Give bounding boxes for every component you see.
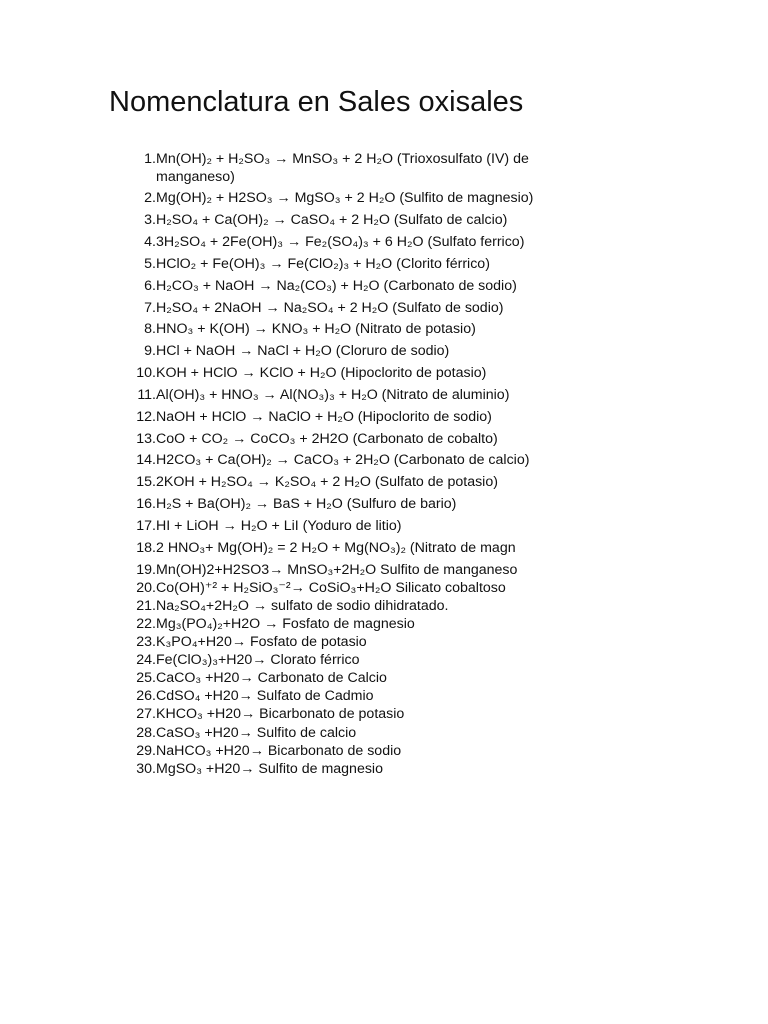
item-number: 10. [136,365,156,382]
item-text: CaSO₃ +H20→ Sulfito de calcio [156,724,357,741]
list-item [116,670,596,688]
item-number: 16. [136,496,156,513]
list-item [116,652,596,670]
list-item [116,761,596,779]
item-text: H₂SO₄ + Ca(OH)₂ → CaSO₄ + 2 H₂O (Sulfato de calcio) [156,212,508,229]
item-text: KOH + HClO → KClO + H₂O (Hipoclorito de potasio) [156,365,487,382]
item-text: K₃PO₄+H20→ Fosfato de potasio [156,634,367,651]
item-number: 25. [136,670,156,687]
list-item [116,256,596,274]
item-number: 28. [136,724,156,741]
item-text: 3H₂SO₄ + 2Fe(OH)₃ → Fe₂(SO₄)₃ + 6 H₂O (Sulfato ferrico) [156,234,525,251]
list-item [116,278,596,296]
item-text: NaOH + HClO → NaClO + H₂O (Hipoclorito de sodio) [156,408,492,425]
item-text: MgSO₃ +H20→ Sulfito de magnesio [156,760,383,777]
item-number: 22. [136,615,156,632]
item-number: 1. [144,151,156,167]
item-number: 2. [144,190,156,207]
item-number: 11. [137,386,156,403]
item-number: 20. [136,579,156,596]
item-number: 9. [144,343,156,360]
list-item [116,343,596,361]
item-text: KHCO₃ +H20→ Bicarbonato de potasio [156,706,405,723]
list-item [116,598,596,616]
item-number: 6. [144,277,156,294]
item-number: 3. [144,212,156,229]
item-number: 30. [136,760,156,777]
item-number: 21. [136,597,156,614]
item-number: 13. [136,430,156,447]
item-number: 18. [136,539,156,556]
item-text: H₂CO₃ + NaOH → Na₂(CO₃) + H₂O (Carbonato de sodio) [156,277,517,294]
list-item [116,688,596,706]
item-number: 15. [136,474,156,491]
item-text: 2 HNO₃+ Mg(OH)₂ = 2 H₂O + Mg(NO₃)₂ (Nitrato de magn [156,539,516,556]
item-text: HCl + NaOH → NaCl + H₂O (Cloruro de sodio) [156,343,450,360]
item-number: 7. [144,299,156,316]
item-text: 2KOH + H₂SO₄ → K₂SO₄ + 2 H₂O (Sulfato de potasio) [156,474,498,491]
item-text: Co(OH)⁺² + H₂SiO₃⁻²→ CoSiO₃+H₂O Silicato cobaltoso [156,579,506,596]
list-item [116,706,596,724]
list-item [116,634,596,652]
page-title: Nomenclatura en Sales oxisales [109,86,524,118]
item-number: 19. [136,561,156,578]
item-number: 5. [144,255,156,272]
item-text: Mn(OH)₂ + H₂SO₃ → MnSO₃ + 2 H₂O (Trioxosulfato (IV) de manganeso) [156,151,529,185]
item-number: 24. [136,652,156,669]
list-item [116,234,596,252]
list-item [116,616,596,634]
list-item [116,540,596,558]
item-text: Al(OH)₃ + HNO₃ → Al(NO₃)₃ + H₂O (Nitrato de aluminio) [156,386,510,403]
item-text: H₂S + Ba(OH)₂ → BaS + H₂O (Sulfuro de bario) [156,496,457,513]
item-text: Mg(OH)₂ + H2SO₃ → MgSO₃ + 2 H₂O (Sulfito de magnesio) [156,190,534,207]
list-item [116,212,596,230]
item-number: 12. [136,408,156,425]
list-item [116,151,596,186]
item-number: 4. [144,234,156,251]
item-number: 29. [136,742,156,759]
list-item [116,452,596,470]
list-item [116,321,596,339]
item-number: 23. [136,634,156,651]
list-item [116,580,596,598]
item-text: NaHCO₃ +H20→ Bicarbonato de sodio [156,742,402,759]
item-text: CdSO₄ +H20→ Sulfato de Cadmio [156,688,374,705]
item-text: H2CO₃ + Ca(OH)₂ → CaCO₃ + 2H₂O (Carbonato de calcio) [156,452,530,469]
item-text: HClO₂ + Fe(OH)₃ → Fe(ClO₂)₃ + H₂O (Clorito férrico) [156,255,490,272]
item-text: Mn(OH)2+H2SO3→ MnSO₃+2H₂O Sulfito de manganeso [156,561,518,578]
list-item [116,743,596,761]
list-item [116,431,596,449]
item-text: Mg₃(PO₄)₂+H2O → Fosfato de magnesio [156,615,415,632]
item-number: 26. [136,688,156,705]
list-item [116,190,596,208]
list-item [116,300,596,318]
item-number: 27. [136,706,156,723]
list-item [116,496,596,514]
list-item [116,562,596,580]
item-text: H₂SO₄ + 2NaOH → Na₂SO₄ + 2 H₂O (Sulfato de sodio) [156,299,504,316]
item-number: 17. [136,518,156,534]
list-item [116,409,596,427]
list-item [116,474,596,492]
item-text: HI + LiOH → H₂O + LiI (Yoduro de litio) [156,518,402,534]
item-text: CoO + CO₂ → CoCO₃ + 2H2O (Carbonato de cobalto) [156,430,498,447]
list-item [116,518,596,536]
list-item [116,387,596,405]
item-number: 14. [136,452,156,469]
item-text: HNO₃ + K(OH) → KNO₃ + H₂O (Nitrato de potasio) [156,321,476,338]
item-number: 8. [144,321,156,338]
item-text: Fe(ClO₃)₃+H20→ Clorato férrico [156,652,360,669]
item-text: CaCO₃ +H20→ Carbonato de Calcio [156,670,387,687]
list-item [116,365,596,383]
list-item [116,725,596,743]
reaction-list [116,151,596,779]
item-text: Na₂SO₄+2H₂O → sulfato de sodio dihidratado. [156,597,449,614]
